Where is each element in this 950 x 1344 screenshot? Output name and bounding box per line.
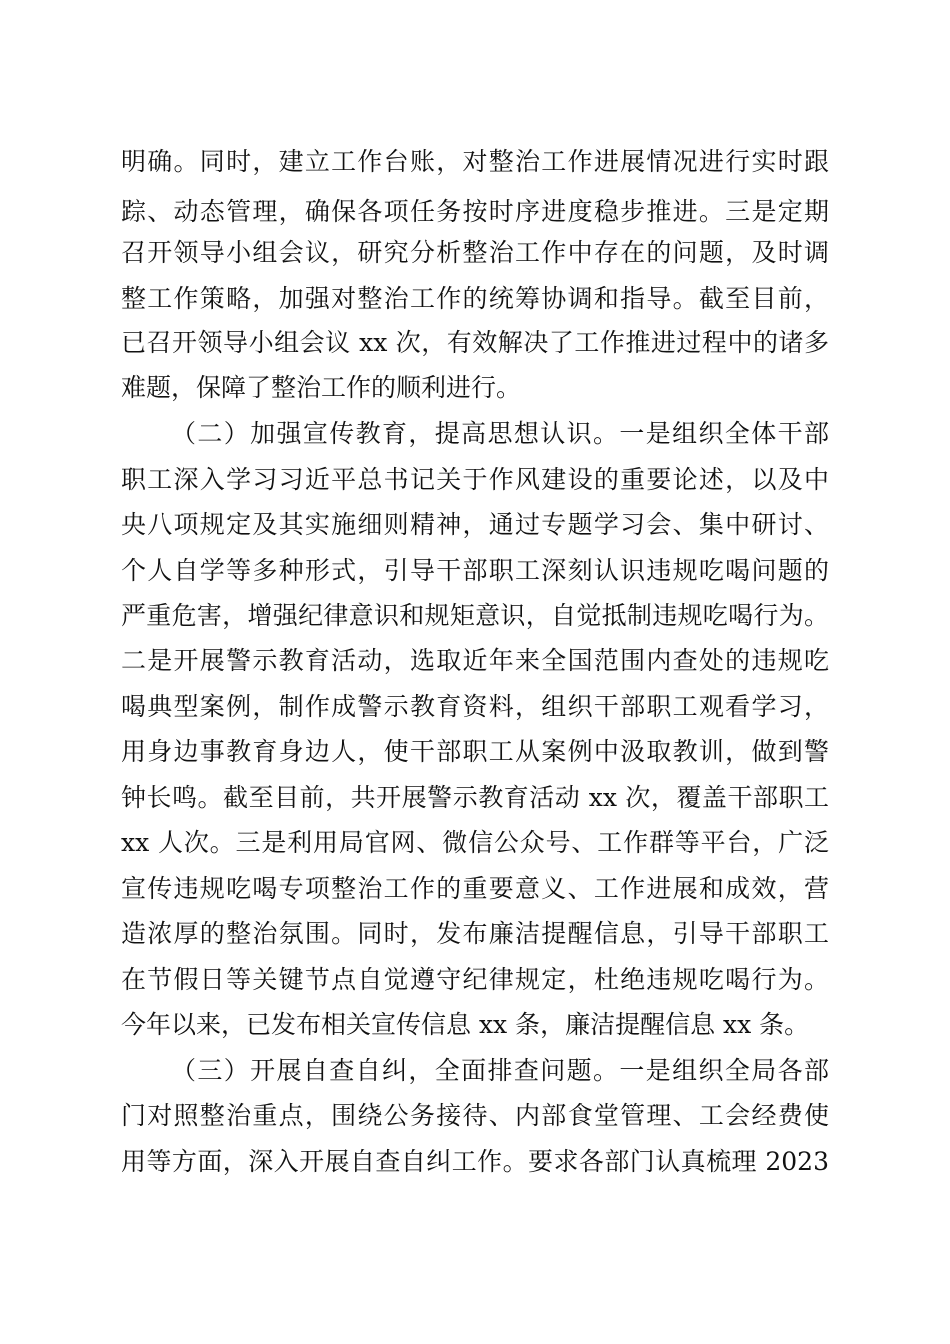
text-line: 门对照整治重点，围绕公务接待、内部食堂管理、工会经费使: [121, 1101, 829, 1130]
text-line: 宣传违规吃喝专项整治工作的重要意义、工作进展和成效，营: [121, 874, 829, 903]
section-heading-line: （二）加强宣传教育，提高思想认识。一是组织全体干部: [171, 419, 829, 448]
text-line: 央八项规定及其实施细则精神，通过专题学习会、集中研讨、: [121, 510, 829, 539]
text-line: 造浓厚的整治氛围。同时，发布廉洁提醒信息，引导干部职工: [121, 919, 829, 948]
text-line: 今年以来，已发布相关宣传信息 xx 条，廉洁提醒信息 xx 条。: [121, 1010, 810, 1039]
text-line: 职工深入学习习近平总书记关于作风建设的重要论述，以及中: [121, 465, 829, 494]
text-line: 喝典型案例，制作成警示教育资料，组织干部职工观看学习，: [121, 692, 829, 721]
text-line: 踪、动态管理，确保各项任务按时序进度稳步推进。三是定期: [121, 197, 829, 226]
text-line: 钟长鸣。截至目前，共开展警示教育活动 xx 次，覆盖干部职工: [121, 783, 829, 812]
section-heading-line: （三）开展自查自纠，全面排查问题。一是组织全局各部: [171, 1056, 829, 1085]
text-line: 用身边事教育身边人，使干部职工从案例中汲取教训，做到警: [121, 737, 829, 766]
text-line: 召开领导小组会议，研究分析整治工作中存在的问题，及时调: [121, 238, 829, 267]
text-line: 在节假日等关键节点自觉遵守纪律规定，杜绝违规吃喝行为。: [121, 965, 829, 994]
text-line: xx 人次。三是利用局官网、微信公众号、工作群等平台，广泛: [121, 828, 829, 857]
text-line: 已召开领导小组会议 xx 次，有效解决了工作推进过程中的诸多: [121, 328, 829, 357]
text-line: 二是开展警示教育活动，选取近年来全国范围内查处的违规吃: [121, 646, 829, 675]
text-line: 明确。同时，建立工作台账，对整治工作进展情况进行实时跟: [121, 147, 829, 176]
text-line: 个人自学等多种形式，引导干部职工深刻认识违规吃喝问题的: [121, 556, 829, 585]
text-line: 整工作策略，加强对整治工作的统筹协调和指导。截至目前，: [121, 284, 829, 313]
text-line: 难题，保障了整治工作的顺利进行。: [121, 373, 522, 402]
text-line: 严重危害，增强纪律意识和规矩意识，自觉抵制违规吃喝行为。: [121, 601, 829, 630]
text-line: 用等方面，深入开展自查自纠工作。要求各部门认真梳理 2023: [121, 1147, 829, 1176]
